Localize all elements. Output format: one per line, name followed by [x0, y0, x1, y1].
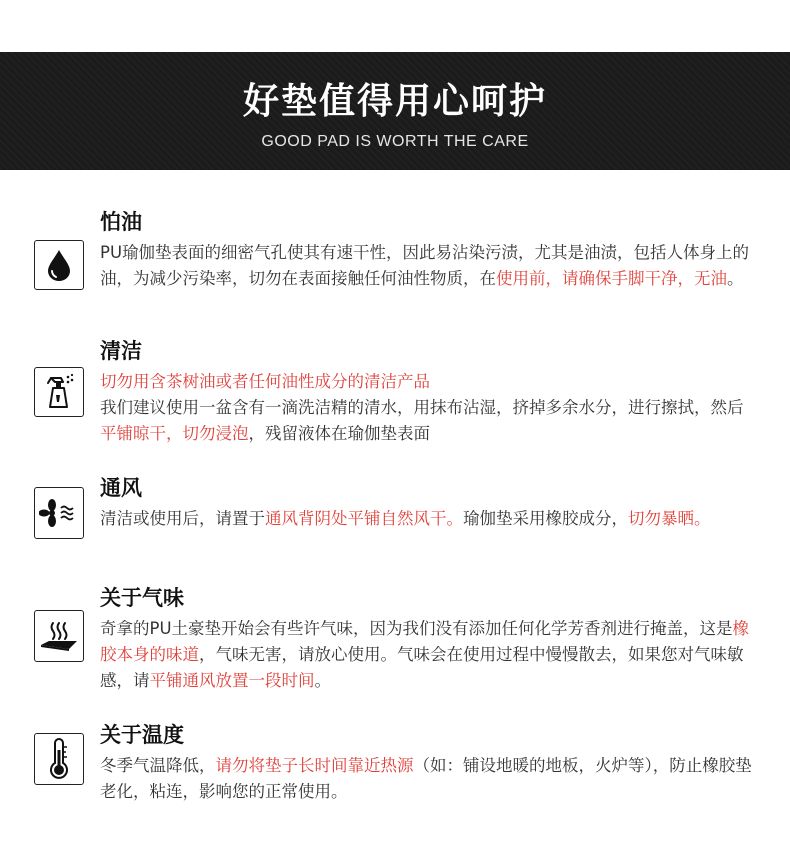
spray-bottle-icon: [34, 367, 84, 417]
body-text: 瑜伽垫采用橡胶成分，: [463, 509, 628, 528]
heat-mat-icon: [34, 610, 84, 662]
body-text: PU瑜伽垫表面的细密气孔使其有速干性，因此易沾染污渍，尤其是油渍，包括人体身上的油，为减少污染率，切勿在表面接触任何油性物质，在: [100, 243, 750, 288]
oil-drop-icon: [34, 240, 84, 290]
highlight-text: 平铺通风放置一段时间: [149, 671, 315, 690]
highlight-text: 切勿暴晒。: [628, 509, 711, 528]
section-body: [100, 616, 754, 694]
body-text: 。: [727, 269, 744, 288]
body-text: 我们建议使用一盆含有一滴洗洁精的清水，用抹布沾湿，挤掉多余水分，进行擦拭，然后: [100, 398, 744, 417]
section-title: 关于温度: [100, 723, 184, 747]
body-text: ，残留液体在瑜伽垫表面: [248, 424, 430, 443]
body-text: 奇拿的PU土豪垫开始会有些许气味，因为我们没有添加任何化学芳香剂进行掩盖，这是: [100, 619, 733, 638]
section-body: [100, 240, 754, 292]
section-title: 怕油: [100, 210, 142, 234]
page-subtitle: GOOD PAD IS WORTH THE CARE: [261, 133, 529, 150]
thermometer-icon: [34, 733, 84, 785]
section-body: [100, 506, 720, 532]
section-title: 清洁: [100, 339, 142, 363]
section-title: 通风: [100, 476, 142, 500]
section-title: 关于气味: [100, 586, 184, 610]
fan-wind-icon: [34, 487, 84, 539]
page-title: 好垫值得用心呵护: [242, 81, 547, 122]
body-text: ，气味无害，请放心使用。气味会在使用过程中慢慢散去，如果您对气味敏感，请: [100, 645, 744, 690]
highlight-text: 切勿用含茶树油或者任何油性成分的清洁产品: [100, 372, 430, 391]
body-text: 。: [314, 671, 331, 690]
highlight-text: 通风背阴处平铺自然风干。: [265, 509, 463, 528]
body-text: 清洁或使用后，请置于: [100, 509, 265, 528]
body-text: （如：铺设地暖的地板，火炉等），防止橡胶垫老化，粘连，影响您的正常使用。: [100, 756, 752, 801]
section-body: [100, 753, 754, 805]
highlight-text: 平铺晾干，切勿浸泡: [100, 424, 249, 443]
header-banner: [0, 52, 790, 170]
section-body: [100, 369, 754, 447]
body-text: 冬季气温降低，: [100, 756, 216, 775]
highlight-text: 橡胶本身的味道: [100, 619, 750, 664]
highlight-text: 请勿将垫子长时间靠近热源: [215, 756, 414, 775]
highlight-text: 使用前，请确保手脚干净，无油: [496, 269, 727, 288]
